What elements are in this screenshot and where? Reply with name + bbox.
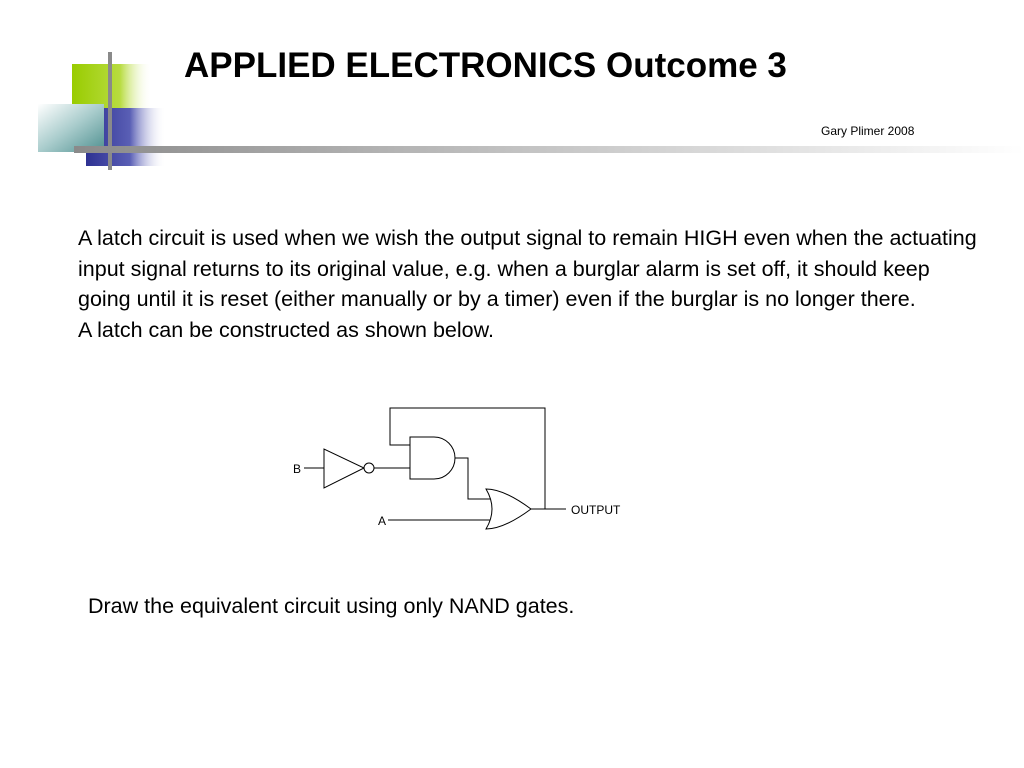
label-output: OUTPUT bbox=[571, 503, 621, 517]
teal-square bbox=[38, 104, 104, 152]
or-gate bbox=[486, 489, 531, 529]
not-gate bbox=[324, 449, 364, 488]
slide-title: APPLIED ELECTRONICS Outcome 3 bbox=[184, 46, 787, 85]
latch-circuit-diagram bbox=[280, 395, 640, 540]
and-gate bbox=[410, 437, 455, 479]
paragraph-latch-description: A latch circuit is used when we wish the output signal to remain HIGH even when the actuating input signal returns to its original value, e.g. when a burglar alarm is set off, it should keep going until it is reset (either manually or by a timer) even if the burglar is no longer there. bbox=[78, 226, 977, 311]
not-gate-bubble bbox=[364, 463, 374, 473]
body-text bbox=[78, 223, 988, 345]
title-divider bbox=[74, 146, 1024, 153]
wire-and-to-or bbox=[455, 458, 490, 499]
author-credit: Gary Plimer 2008 bbox=[821, 124, 915, 138]
label-input-a: A bbox=[378, 514, 387, 528]
corner-decoration bbox=[0, 0, 180, 180]
instruction-text: Draw the equivalent circuit using only NAND gates. bbox=[88, 594, 575, 618]
label-input-b: B bbox=[293, 462, 302, 476]
paragraph-latch-construction: A latch can be constructed as shown below. bbox=[78, 317, 494, 342]
